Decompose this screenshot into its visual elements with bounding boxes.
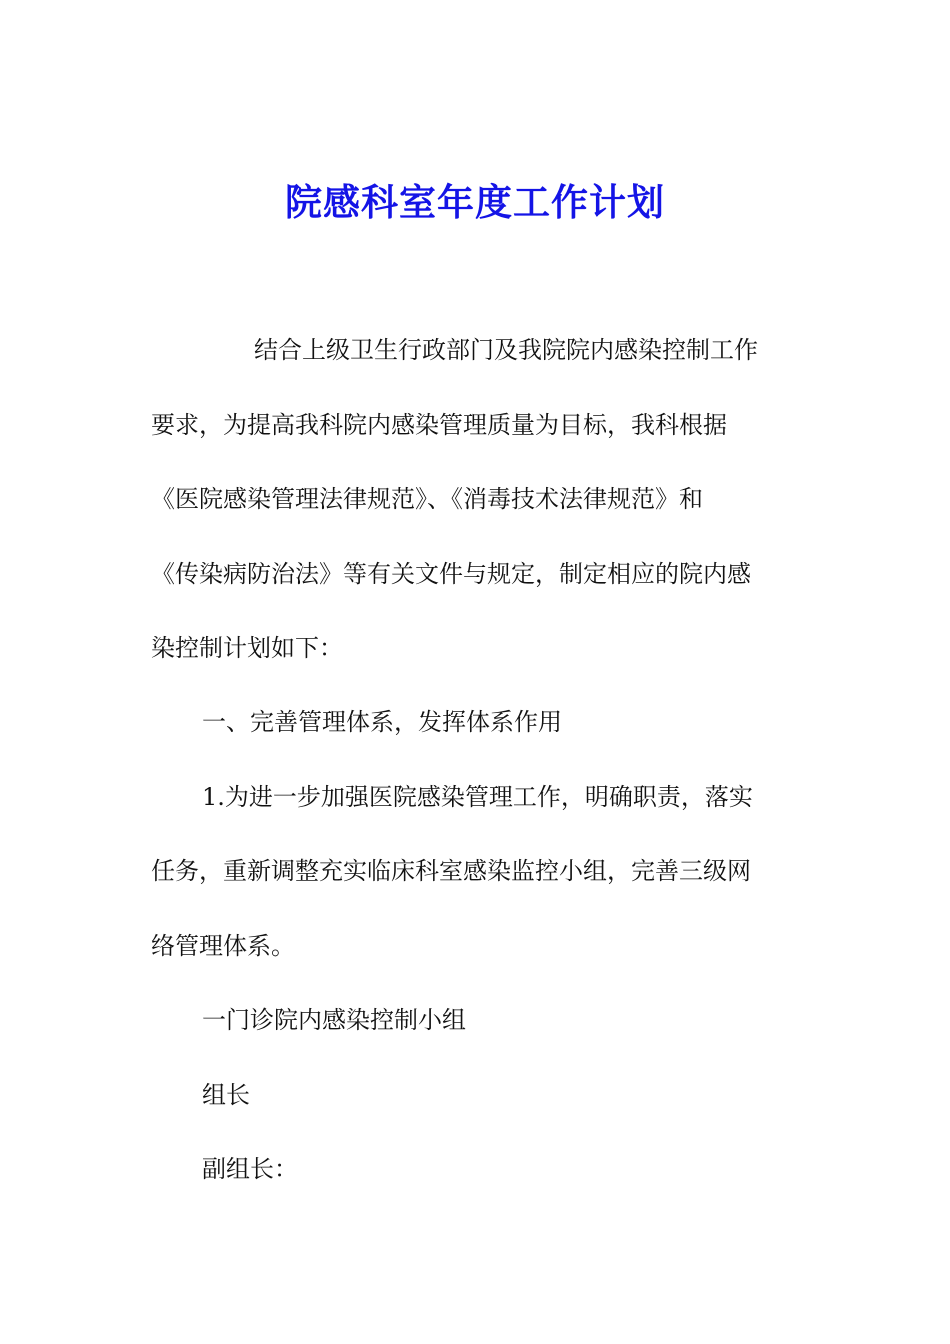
role-label-deputy-leader: 副组长：	[202, 1155, 298, 1183]
paragraph-line: 结合上级卫生行政部门及我院院内感染控制工作	[254, 336, 758, 364]
paragraph-line: 络管理体系。	[151, 932, 295, 960]
section-heading: 一、完善管理体系，发挥体系作用	[202, 708, 562, 736]
paragraph-line: 1.为进一步加强医院感染管理工作，明确职责，落实	[202, 783, 753, 811]
paragraph-line: 任务，重新调整充实临床科室感染监控小组，完善三级网	[151, 857, 751, 885]
paragraph-line: 染控制计划如下：	[151, 634, 343, 662]
document-title: 院感科室年度工作计划	[285, 180, 665, 224]
paragraph-line: 要求，为提高我科院内感染管理质量为目标，我科根据	[151, 411, 727, 439]
paragraph-line: 《传染病防治法》等有关文件与规定，制定相应的院内感	[151, 560, 751, 588]
role-label-leader: 组长	[202, 1081, 250, 1109]
paragraph-line: 《医院感染管理法律规范》、《消毒技术法律规范》和	[151, 485, 703, 513]
group-heading: 一门诊院内感染控制小组	[202, 1006, 466, 1034]
